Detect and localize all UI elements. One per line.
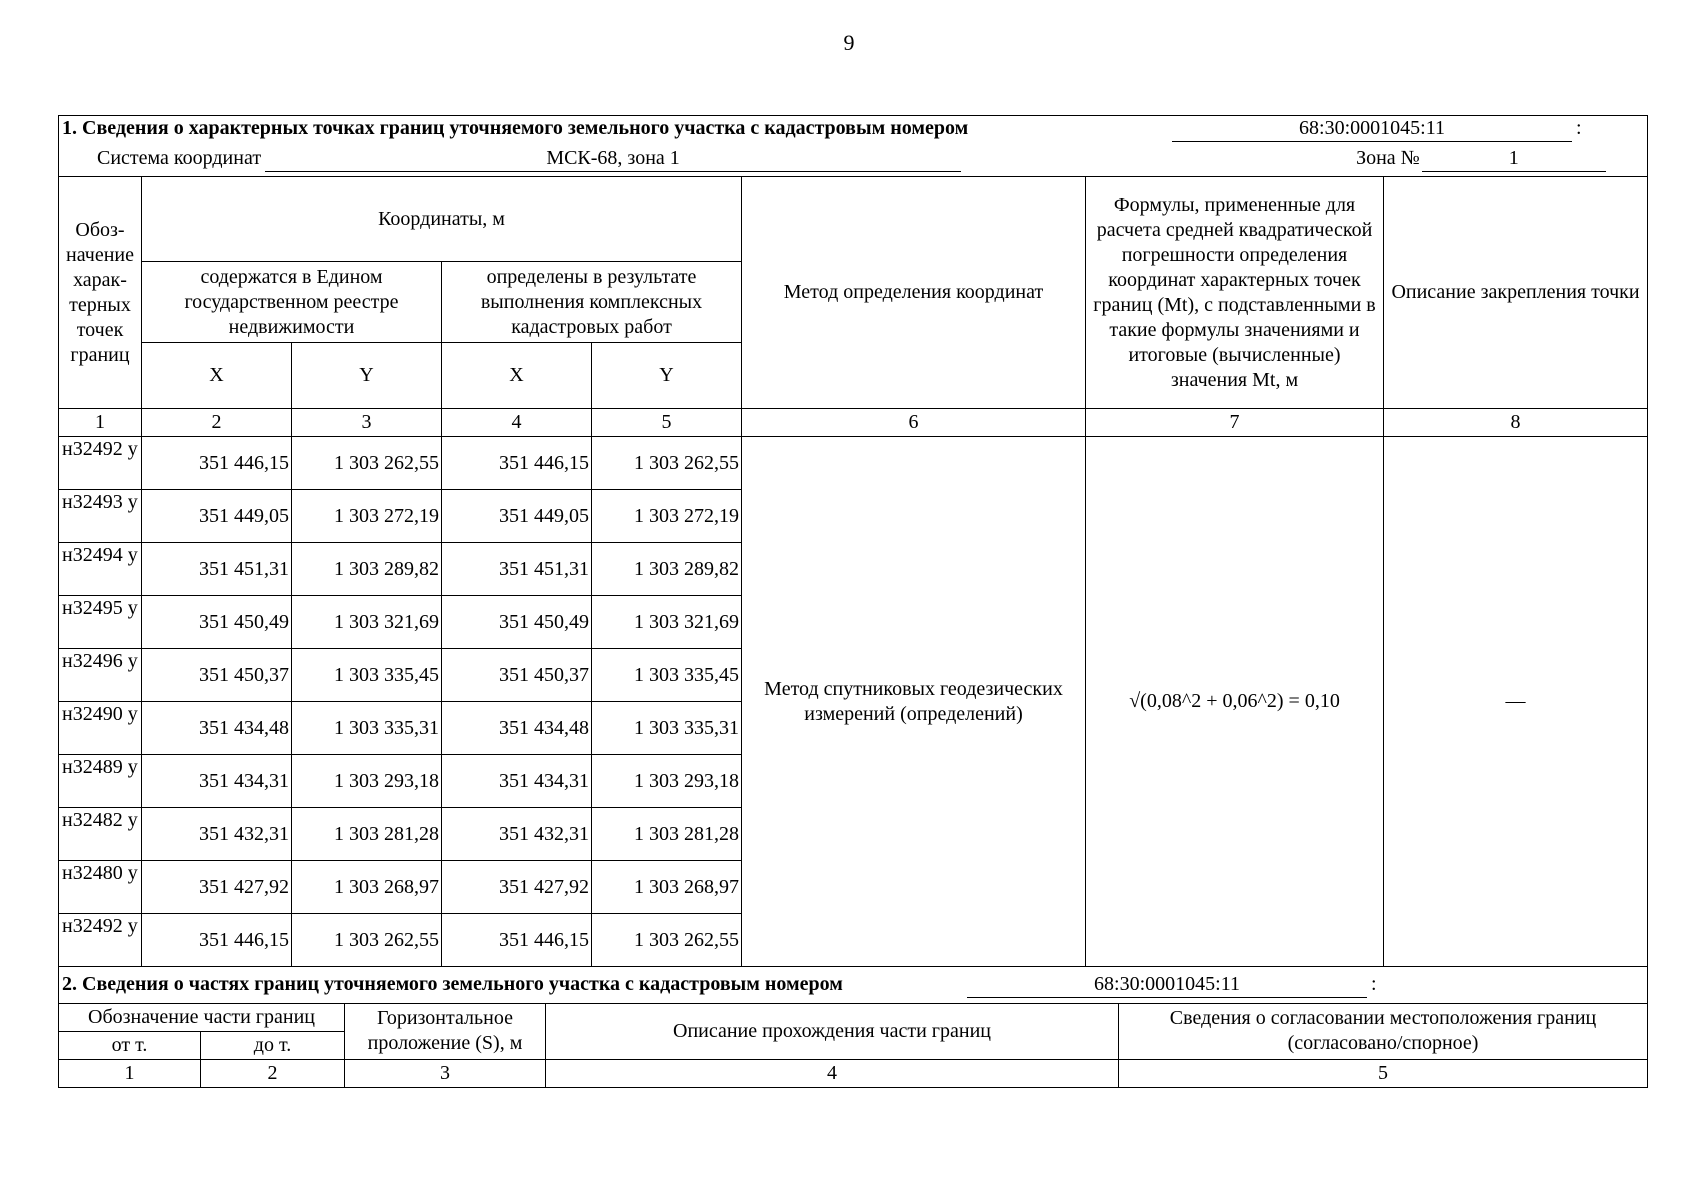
x-egrn: 351 434,31 [142, 755, 292, 808]
zone-value: 1 [1422, 146, 1606, 172]
x-determined: 351 432,31 [442, 808, 592, 861]
header-x2: X [442, 343, 592, 409]
x-egrn: 351 432,31 [142, 808, 292, 861]
header-determined: определены в результате выполнения комплексных кадастровых работ [442, 262, 742, 343]
y-egrn: 1 303 262,55 [292, 437, 442, 490]
point-designation: н32482 у [59, 808, 142, 861]
x-determined: 351 427,92 [442, 861, 592, 914]
section2-cadastral-number: 68:30:0001045:11 [967, 972, 1367, 998]
point-designation: н32490 у [59, 702, 142, 755]
document-frame [58, 115, 1647, 1088]
header-horizontal: Горизонтальное проложение (S), м [345, 1003, 546, 1059]
col-number: 1 [59, 1059, 201, 1087]
formula-value: √(0,08^2 + 0,06^2) = 0,10 [1086, 437, 1384, 967]
header-description: Описание закрепления точки [1384, 177, 1648, 409]
x-determined: 351 434,31 [442, 755, 592, 808]
col-number: 1 [59, 409, 142, 437]
point-designation: н32495 у [59, 596, 142, 649]
point-designation: н32494 у [59, 543, 142, 596]
x-egrn: 351 451,31 [142, 543, 292, 596]
y-determined: 1 303 262,55 [592, 437, 742, 490]
section2-colon: : [1371, 972, 1377, 995]
header-formulas: Формулы, примененные для расчета средней квадратической погрешности определения координат характерных точек границ (Mt), с подставленными в такие формулы значениями и итоговые (вычисленные) значения Mt, м [1086, 177, 1384, 409]
header-part-designation: Обозначение части границ [59, 1003, 345, 1031]
x-egrn: 351 450,49 [142, 596, 292, 649]
col-number: 4 [442, 409, 592, 437]
header-x1: X [142, 343, 292, 409]
header-coordinates: Координаты, м [142, 177, 742, 262]
point-designation: н32480 у [59, 861, 142, 914]
x-determined: 351 450,37 [442, 649, 592, 702]
x-egrn: 351 427,92 [142, 861, 292, 914]
point-designation: н32493 у [59, 490, 142, 543]
col-number: 5 [592, 409, 742, 437]
col-number: 3 [292, 409, 442, 437]
method-value: Метод спутниковых геодезических измерений (определений) [742, 437, 1086, 967]
y-determined: 1 303 281,28 [592, 808, 742, 861]
y-determined: 1 303 272,19 [592, 490, 742, 543]
y-determined: 1 303 268,97 [592, 861, 742, 914]
header-from: от т. [59, 1031, 201, 1059]
x-determined: 351 449,05 [442, 490, 592, 543]
y-egrn: 1 303 272,19 [292, 490, 442, 543]
header-passage: Описание прохождения части границ [546, 1003, 1119, 1059]
point-designation: н32489 у [59, 755, 142, 808]
point-designation: н32492 у [59, 914, 142, 967]
y-determined: 1 303 289,82 [592, 543, 742, 596]
header-to: до т. [201, 1031, 345, 1059]
x-egrn: 351 446,15 [142, 914, 292, 967]
column-numbers-row [59, 409, 1648, 437]
col-number: 5 [1119, 1059, 1648, 1087]
header-method: Метод определения координат [742, 177, 1086, 409]
y-egrn: 1 303 335,31 [292, 702, 442, 755]
col-number: 3 [345, 1059, 546, 1087]
col-number: 2 [201, 1059, 345, 1087]
y-egrn: 1 303 321,69 [292, 596, 442, 649]
col-number: 7 [1086, 409, 1384, 437]
y-egrn: 1 303 293,18 [292, 755, 442, 808]
y-determined: 1 303 262,55 [592, 914, 742, 967]
y-egrn: 1 303 289,82 [292, 543, 442, 596]
col-number: 4 [546, 1059, 1119, 1087]
x-determined: 351 446,15 [442, 914, 592, 967]
header-in-egrn: содержатся в Едином государственном реестре недвижимости [142, 262, 442, 343]
x-egrn: 351 450,37 [142, 649, 292, 702]
x-determined: 351 451,31 [442, 543, 592, 596]
zone-label: Зона № [1356, 147, 1420, 169]
header-y1: Y [292, 343, 442, 409]
header-point-designation: Обоз-начение харак-терных точек границ [59, 177, 142, 409]
coord-system-label: Система координат [97, 147, 262, 169]
description-value: — [1384, 437, 1648, 967]
y-egrn: 1 303 262,55 [292, 914, 442, 967]
section1-colon: : [1576, 117, 1582, 139]
y-determined: 1 303 335,31 [592, 702, 742, 755]
section1-title: 1. Сведения о характерных точках границ уточняемого земельного участка с кадастровым номером [62, 117, 969, 139]
x-egrn: 351 446,15 [142, 437, 292, 490]
y-egrn: 1 303 281,28 [292, 808, 442, 861]
col-number: 6 [742, 409, 1086, 437]
section1-header [59, 116, 1648, 177]
section2-column-numbers-row [59, 1059, 1648, 1087]
y-determined: 1 303 293,18 [592, 755, 742, 808]
x-determined: 351 450,49 [442, 596, 592, 649]
y-egrn: 1 303 268,97 [292, 861, 442, 914]
y-determined: 1 303 321,69 [592, 596, 742, 649]
section2-table [58, 966, 1648, 1088]
section2-header [59, 966, 1648, 1003]
table-row [59, 437, 1648, 490]
coord-system-value: МСК-68, зона 1 [265, 146, 961, 172]
section2-title: 2. Сведения о частях границ уточняемого земельного участка с кадастровым номером [62, 972, 843, 995]
point-designation: н32492 у [59, 437, 142, 490]
point-designation: н32496 у [59, 649, 142, 702]
col-number: 8 [1384, 409, 1648, 437]
page-number: 9 [843, 30, 855, 55]
col-number: 2 [142, 409, 292, 437]
x-determined: 351 434,48 [442, 702, 592, 755]
section1-table [58, 115, 1648, 967]
x-egrn: 351 449,05 [142, 490, 292, 543]
x-egrn: 351 434,48 [142, 702, 292, 755]
section1-cadastral-number: 68:30:0001045:11 [1172, 116, 1572, 142]
x-determined: 351 446,15 [442, 437, 592, 490]
y-egrn: 1 303 335,45 [292, 649, 442, 702]
y-determined: 1 303 335,45 [592, 649, 742, 702]
header-agreement: Сведения о согласовании местоположения границ (согласовано/спорное) [1119, 1003, 1648, 1059]
header-y2: Y [592, 343, 742, 409]
